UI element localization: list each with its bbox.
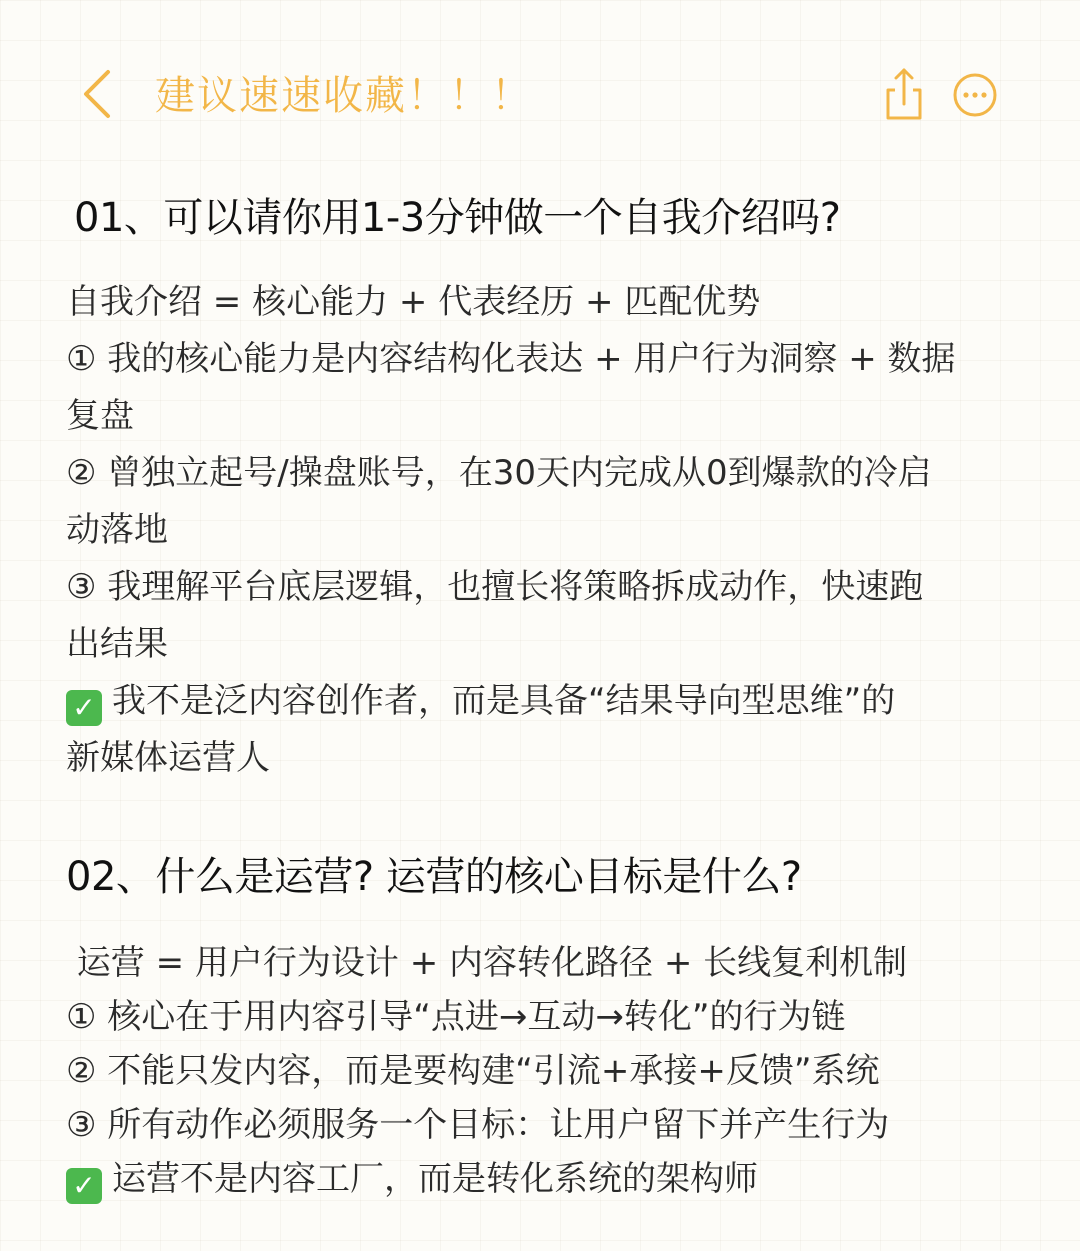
answer-2-conclusion [66,1152,1031,1206]
more-icon[interactable] [952,72,998,118]
answer-1-body [66,274,1031,787]
answer-2-line: ② 不能只发内容，而是要构建“引流+承接+反馈”系统 [66,1051,880,1091]
answer-1-line: 复盘 [66,396,134,436]
question-2-title: 02、什么是运营? 运营的核心目标是什么? [66,854,802,900]
answer-1-line: ② 曾独立起号/操盘账号，在30天内完成从0到爆款的冷启 [66,453,932,493]
share-icon[interactable] [884,66,924,122]
question-1-title: 01、可以请你用1-3分钟做一个自我介绍吗? [74,195,841,241]
answer-1-line: 动落地 [66,510,168,550]
chevron-left-icon[interactable] [78,66,118,122]
answer-1-line: ① 我的核心能力是内容结构化表达 + 用户行为洞察 + 数据 [66,339,956,379]
answer-2-conclusion-text: 运营不是内容工厂，而是转化系统的架构师 [112,1159,758,1199]
answer-1-line: ③ 我理解平台底层逻辑，也擅长将策略拆成动作，快速跑 [66,567,924,607]
answer-2-body [66,936,1031,1206]
note-header [0,0,1080,190]
answer-1-line: 出结果 [66,624,168,664]
answer-2-line: ③ 所有动作必须服务一个目标：让用户留下并产生行为 [66,1105,890,1145]
answer-2-line: 运营 = 用户行为设计 + 内容转化路径 + 长线复利机制 [66,943,908,983]
answer-1-line: 新媒体运营人 [66,738,270,778]
check-mark-icon: ✓ [66,690,102,726]
check-mark-icon: ✓ [66,1168,102,1204]
answer-1-conclusion-text: 我不是泛内容创作者，而是具备“结果导向型思维”的 [112,681,896,721]
answer-1-line: 自我介绍 = 核心能力 + 代表经历 + 匹配优势 [66,282,761,322]
note-title: 建议速速收藏！！！ [155,73,533,119]
answer-1-conclusion [66,673,1031,730]
answer-2-line: ① 核心在于用内容引导“点进→互动→转化”的行为链 [66,997,846,1037]
